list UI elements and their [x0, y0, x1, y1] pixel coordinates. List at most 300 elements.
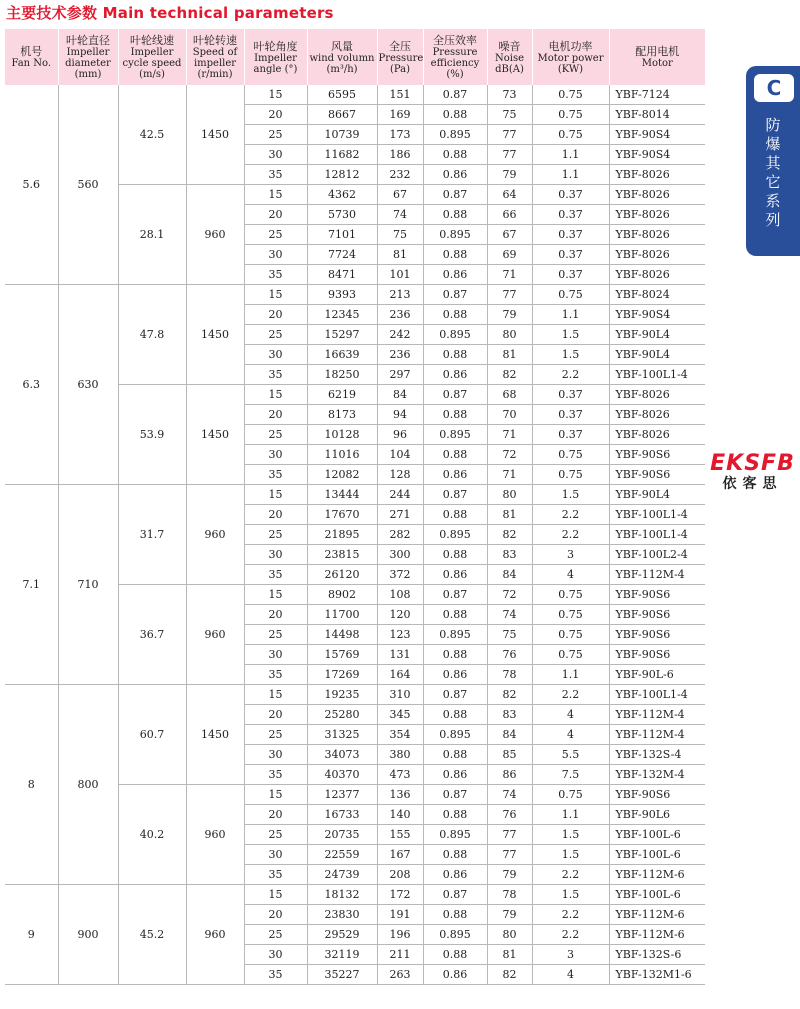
- cell-impeller-cycle-speed: 36.7: [118, 585, 186, 685]
- cell-noise: 75: [487, 625, 532, 645]
- cell-noise: 74: [487, 605, 532, 625]
- category-letter: C: [754, 74, 794, 102]
- cell-motor-power: 0.75: [532, 465, 609, 485]
- cell-pressure: 74: [377, 205, 423, 225]
- cell-impeller-angle: 15: [244, 785, 307, 805]
- cell-impeller-angle: 30: [244, 945, 307, 965]
- cell-noise: 84: [487, 565, 532, 585]
- cell-pressure: 151: [377, 85, 423, 105]
- cell-noise: 79: [487, 905, 532, 925]
- cell-wind-volume: 12377: [307, 785, 377, 805]
- cell-pressure-efficiency: 0.86: [423, 265, 487, 285]
- cell-pressure: 104: [377, 445, 423, 465]
- cell-pressure: 191: [377, 905, 423, 925]
- cell-pressure-efficiency: 0.86: [423, 465, 487, 485]
- cell-motor-power: 1.5: [532, 345, 609, 365]
- cell-motor: YBF-90S6: [609, 605, 705, 625]
- cell-motor-power: 4: [532, 965, 609, 985]
- cell-impeller-angle: 15: [244, 585, 307, 605]
- cell-noise: 80: [487, 485, 532, 505]
- cell-speed-of-impeller: 960: [186, 785, 244, 885]
- cell-motor-power: 1.1: [532, 305, 609, 325]
- header-noise: 噪音 Noise dB(A): [487, 29, 532, 85]
- cell-wind-volume: 10739: [307, 125, 377, 145]
- cell-noise: 80: [487, 325, 532, 345]
- cell-impeller-cycle-speed: 60.7: [118, 685, 186, 785]
- cell-impeller-angle: 20: [244, 205, 307, 225]
- cell-pressure-efficiency: 0.87: [423, 385, 487, 405]
- cell-noise: 72: [487, 445, 532, 465]
- cell-noise: 81: [487, 345, 532, 365]
- category-label-char: 系: [765, 192, 781, 210]
- cell-pressure: 213: [377, 285, 423, 305]
- cell-pressure: 131: [377, 645, 423, 665]
- cell-fan-no: 5.6: [5, 85, 58, 285]
- cell-noise: 75: [487, 105, 532, 125]
- cell-motor: YBF-100L1-4: [609, 525, 705, 545]
- cell-impeller-cycle-speed: 53.9: [118, 385, 186, 485]
- table-row: [5, 485, 705, 505]
- cell-impeller-angle: 20: [244, 105, 307, 125]
- cell-noise: 69: [487, 245, 532, 265]
- cell-impeller-diameter: 630: [58, 285, 118, 485]
- cell-wind-volume: 8902: [307, 585, 377, 605]
- cell-motor: YBF-100L1-4: [609, 505, 705, 525]
- cell-pressure: 310: [377, 685, 423, 705]
- cell-pressure: 354: [377, 725, 423, 745]
- cell-noise: 82: [487, 365, 532, 385]
- cell-motor-power: 0.37: [532, 205, 609, 225]
- cell-noise: 67: [487, 225, 532, 245]
- cell-pressure-efficiency: 0.87: [423, 785, 487, 805]
- cell-impeller-angle: 30: [244, 745, 307, 765]
- cell-noise: 73: [487, 85, 532, 105]
- cell-noise: 71: [487, 265, 532, 285]
- cell-noise: 82: [487, 525, 532, 545]
- cell-impeller-cycle-speed: 40.2: [118, 785, 186, 885]
- cell-impeller-angle: 20: [244, 805, 307, 825]
- cell-motor-power: 2.2: [532, 685, 609, 705]
- header-pressure: 全压 Pressure (Pa): [377, 29, 423, 85]
- header-fan-no: 机号 Fan No.: [5, 29, 58, 85]
- cell-speed-of-impeller: 1450: [186, 85, 244, 185]
- cell-wind-volume: 11016: [307, 445, 377, 465]
- cell-motor-power: 0.75: [532, 85, 609, 105]
- cell-wind-volume: 4362: [307, 185, 377, 205]
- cell-pressure-efficiency: 0.88: [423, 945, 487, 965]
- header-motor-power: 电机功率 Motor power (KW): [532, 29, 609, 85]
- cell-motor-power: 0.37: [532, 405, 609, 425]
- cell-motor-power: 2.2: [532, 365, 609, 385]
- cell-motor-power: 3: [532, 545, 609, 565]
- cell-motor: YBF-8026: [609, 165, 705, 185]
- cell-wind-volume: 35227: [307, 965, 377, 985]
- cell-fan-no: 6.3: [5, 285, 58, 485]
- header-impeller-angle: 叶轮角度 Impeller angle (°): [244, 29, 307, 85]
- cell-noise: 77: [487, 845, 532, 865]
- cell-motor-power: 4: [532, 725, 609, 745]
- cell-wind-volume: 11700: [307, 605, 377, 625]
- cell-impeller-angle: 35: [244, 865, 307, 885]
- cell-impeller-angle: 20: [244, 605, 307, 625]
- cell-motor-power: 0.37: [532, 225, 609, 245]
- cell-motor-power: 1.1: [532, 145, 609, 165]
- cell-noise: 72: [487, 585, 532, 605]
- cell-pressure: 196: [377, 925, 423, 945]
- cell-noise: 68: [487, 385, 532, 405]
- cell-wind-volume: 23830: [307, 905, 377, 925]
- cell-motor: YBF-112M-4: [609, 705, 705, 725]
- cell-motor: YBF-8026: [609, 425, 705, 445]
- cell-motor-power: 1.5: [532, 485, 609, 505]
- cell-noise: 76: [487, 805, 532, 825]
- cell-motor: YBF-90L-6: [609, 665, 705, 685]
- cell-motor-power: 4: [532, 565, 609, 585]
- cell-motor: YBF-90S6: [609, 645, 705, 665]
- cell-impeller-cycle-speed: 45.2: [118, 885, 186, 985]
- cell-motor: YBF-90S6: [609, 585, 705, 605]
- cell-wind-volume: 7101: [307, 225, 377, 245]
- cell-wind-volume: 19235: [307, 685, 377, 705]
- cell-impeller-angle: 15: [244, 185, 307, 205]
- cell-impeller-angle: 15: [244, 85, 307, 105]
- cell-impeller-angle: 25: [244, 625, 307, 645]
- cell-pressure: 345: [377, 705, 423, 725]
- cell-pressure-efficiency: 0.88: [423, 105, 487, 125]
- cell-pressure: 173: [377, 125, 423, 145]
- cell-wind-volume: 6219: [307, 385, 377, 405]
- category-side-tab[interactable]: [746, 66, 800, 256]
- cell-pressure-efficiency: 0.895: [423, 125, 487, 145]
- cell-impeller-angle: 30: [244, 345, 307, 365]
- cell-wind-volume: 8667: [307, 105, 377, 125]
- cell-pressure: 282: [377, 525, 423, 545]
- cell-pressure-efficiency: 0.87: [423, 685, 487, 705]
- cell-motor-power: 2.2: [532, 905, 609, 925]
- cell-pressure: 67: [377, 185, 423, 205]
- cell-noise: 66: [487, 205, 532, 225]
- cell-impeller-angle: 25: [244, 725, 307, 745]
- cell-motor-power: 0.75: [532, 605, 609, 625]
- cell-wind-volume: 25280: [307, 705, 377, 725]
- cell-wind-volume: 24739: [307, 865, 377, 885]
- cell-pressure: 75: [377, 225, 423, 245]
- cell-wind-volume: 23815: [307, 545, 377, 565]
- cell-noise: 82: [487, 965, 532, 985]
- cell-pressure: 232: [377, 165, 423, 185]
- brand-logo-chinese: 依客思: [722, 476, 783, 492]
- cell-noise: 71: [487, 425, 532, 445]
- cell-motor-power: 0.37: [532, 245, 609, 265]
- cell-pressure: 169: [377, 105, 423, 125]
- cell-motor-power: 0.75: [532, 105, 609, 125]
- category-label-char: 其: [765, 154, 781, 172]
- cell-motor: YBF-112M-4: [609, 725, 705, 745]
- table-row: [5, 285, 705, 305]
- cell-pressure: 242: [377, 325, 423, 345]
- header-pressure-efficiency: 全压效率 Pressure efficiency (%): [423, 29, 487, 85]
- cell-motor-power: 1.1: [532, 665, 609, 685]
- cell-pressure: 236: [377, 345, 423, 365]
- cell-pressure-efficiency: 0.88: [423, 605, 487, 625]
- cell-impeller-angle: 25: [244, 925, 307, 945]
- cell-motor: YBF-132S-4: [609, 745, 705, 765]
- cell-motor-power: 0.75: [532, 785, 609, 805]
- cell-pressure: 94: [377, 405, 423, 425]
- cell-motor: YBF-90L4: [609, 345, 705, 365]
- technical-parameters-table: [5, 29, 705, 985]
- header-speed-of-impeller: 叶轮转速 Speed of impeller (r/min): [186, 29, 244, 85]
- cell-impeller-cycle-speed: 31.7: [118, 485, 186, 585]
- cell-noise: 82: [487, 685, 532, 705]
- cell-pressure-efficiency: 0.86: [423, 365, 487, 385]
- cell-wind-volume: 21895: [307, 525, 377, 545]
- brand-logo-mark: EKSFB: [710, 451, 795, 476]
- cell-wind-volume: 26120: [307, 565, 377, 585]
- cell-impeller-angle: 35: [244, 465, 307, 485]
- cell-impeller-angle: 15: [244, 385, 307, 405]
- cell-pressure: 263: [377, 965, 423, 985]
- cell-noise: 64: [487, 185, 532, 205]
- cell-motor: YBF-8014: [609, 105, 705, 125]
- cell-speed-of-impeller: 1450: [186, 385, 244, 485]
- cell-motor: YBF-7124: [609, 85, 705, 105]
- cell-impeller-cycle-speed: 47.8: [118, 285, 186, 385]
- cell-pressure-efficiency: 0.895: [423, 925, 487, 945]
- cell-impeller-angle: 20: [244, 305, 307, 325]
- cell-pressure-efficiency: 0.86: [423, 565, 487, 585]
- cell-impeller-angle: 30: [244, 145, 307, 165]
- cell-motor-power: 0.75: [532, 445, 609, 465]
- cell-noise: 81: [487, 505, 532, 525]
- category-label-char: 列: [765, 211, 781, 229]
- cell-pressure: 164: [377, 665, 423, 685]
- cell-motor-power: 0.37: [532, 185, 609, 205]
- cell-impeller-angle: 15: [244, 685, 307, 705]
- cell-speed-of-impeller: 1450: [186, 285, 244, 385]
- header-wind-volume: 风量 wind volumn (m³/h): [307, 29, 377, 85]
- cell-wind-volume: 5730: [307, 205, 377, 225]
- cell-motor: YBF-132S-6: [609, 945, 705, 965]
- cell-pressure-efficiency: 0.88: [423, 905, 487, 925]
- cell-motor-power: 0.75: [532, 645, 609, 665]
- cell-motor: YBF-8026: [609, 265, 705, 285]
- cell-motor-power: 0.75: [532, 625, 609, 645]
- cell-pressure: 96: [377, 425, 423, 445]
- cell-motor-power: 7.5: [532, 765, 609, 785]
- cell-motor: YBF-90S6: [609, 445, 705, 465]
- cell-pressure: 244: [377, 485, 423, 505]
- cell-wind-volume: 22559: [307, 845, 377, 865]
- cell-noise: 76: [487, 645, 532, 665]
- table-row: [5, 85, 705, 105]
- cell-wind-volume: 15769: [307, 645, 377, 665]
- cell-motor-power: 1.5: [532, 325, 609, 345]
- cell-noise: 79: [487, 165, 532, 185]
- cell-motor: YBF-112M-6: [609, 925, 705, 945]
- cell-impeller-angle: 35: [244, 265, 307, 285]
- cell-motor-power: 2.2: [532, 865, 609, 885]
- cell-noise: 83: [487, 705, 532, 725]
- cell-impeller-angle: 15: [244, 285, 307, 305]
- cell-pressure-efficiency: 0.88: [423, 245, 487, 265]
- cell-impeller-angle: 30: [244, 645, 307, 665]
- cell-pressure-efficiency: 0.895: [423, 725, 487, 745]
- cell-impeller-angle: 25: [244, 525, 307, 545]
- cell-pressure-efficiency: 0.86: [423, 665, 487, 685]
- cell-impeller-angle: 15: [244, 885, 307, 905]
- cell-motor-power: 2.2: [532, 525, 609, 545]
- cell-wind-volume: 31325: [307, 725, 377, 745]
- cell-pressure: 167: [377, 845, 423, 865]
- cell-impeller-angle: 20: [244, 405, 307, 425]
- cell-wind-volume: 13444: [307, 485, 377, 505]
- cell-motor: YBF-8026: [609, 225, 705, 245]
- cell-impeller-angle: 25: [244, 825, 307, 845]
- table-row: [5, 685, 705, 705]
- cell-wind-volume: 12345: [307, 305, 377, 325]
- cell-pressure: 211: [377, 945, 423, 965]
- cell-wind-volume: 6595: [307, 85, 377, 105]
- cell-motor-power: 0.37: [532, 385, 609, 405]
- cell-pressure-efficiency: 0.88: [423, 145, 487, 165]
- cell-impeller-angle: 25: [244, 125, 307, 145]
- cell-wind-volume: 34073: [307, 745, 377, 765]
- cell-pressure-efficiency: 0.88: [423, 505, 487, 525]
- cell-motor: YBF-112M-6: [609, 905, 705, 925]
- cell-motor: YBF-8026: [609, 205, 705, 225]
- cell-noise: 81: [487, 945, 532, 965]
- cell-wind-volume: 15297: [307, 325, 377, 345]
- cell-motor-power: 5.5: [532, 745, 609, 765]
- cell-motor: YBF-8026: [609, 385, 705, 405]
- cell-pressure-efficiency: 0.88: [423, 705, 487, 725]
- cell-pressure: 136: [377, 785, 423, 805]
- cell-noise: 83: [487, 545, 532, 565]
- cell-noise: 70: [487, 405, 532, 425]
- cell-impeller-angle: 35: [244, 365, 307, 385]
- cell-motor: YBF-8024: [609, 285, 705, 305]
- cell-pressure-efficiency: 0.87: [423, 485, 487, 505]
- cell-wind-volume: 40370: [307, 765, 377, 785]
- cell-pressure: 155: [377, 825, 423, 845]
- cell-motor: YBF-90S6: [609, 785, 705, 805]
- cell-wind-volume: 16733: [307, 805, 377, 825]
- cell-motor: YBF-100L-6: [609, 885, 705, 905]
- cell-impeller-diameter: 800: [58, 685, 118, 885]
- cell-pressure: 300: [377, 545, 423, 565]
- cell-motor: YBF-8026: [609, 185, 705, 205]
- cell-pressure-efficiency: 0.88: [423, 645, 487, 665]
- cell-pressure-efficiency: 0.86: [423, 165, 487, 185]
- cell-motor: YBF-90L6: [609, 805, 705, 825]
- cell-pressure: 101: [377, 265, 423, 285]
- cell-pressure-efficiency: 0.87: [423, 585, 487, 605]
- cell-speed-of-impeller: 960: [186, 485, 244, 585]
- cell-wind-volume: 8471: [307, 265, 377, 285]
- cell-motor: YBF-8026: [609, 245, 705, 265]
- cell-motor-power: 1.5: [532, 845, 609, 865]
- cell-impeller-angle: 35: [244, 165, 307, 185]
- cell-motor-power: 0.37: [532, 425, 609, 445]
- cell-wind-volume: 9393: [307, 285, 377, 305]
- cell-impeller-angle: 35: [244, 965, 307, 985]
- cell-pressure: 208: [377, 865, 423, 885]
- cell-motor-power: 2.2: [532, 925, 609, 945]
- cell-pressure: 186: [377, 145, 423, 165]
- cell-motor-power: 3: [532, 945, 609, 965]
- cell-speed-of-impeller: 960: [186, 585, 244, 685]
- cell-impeller-angle: 30: [244, 845, 307, 865]
- cell-wind-volume: 18132: [307, 885, 377, 905]
- cell-motor: YBF-90S4: [609, 145, 705, 165]
- cell-wind-volume: 10128: [307, 425, 377, 445]
- cell-motor: YBF-100L2-4: [609, 545, 705, 565]
- cell-fan-no: 9: [5, 885, 58, 985]
- cell-impeller-angle: 25: [244, 425, 307, 445]
- cell-pressure-efficiency: 0.86: [423, 865, 487, 885]
- cell-motor: YBF-100L1-4: [609, 365, 705, 385]
- cell-wind-volume: 20735: [307, 825, 377, 845]
- cell-impeller-diameter: 710: [58, 485, 118, 685]
- cell-pressure-efficiency: 0.895: [423, 425, 487, 445]
- cell-pressure: 297: [377, 365, 423, 385]
- cell-wind-volume: 8173: [307, 405, 377, 425]
- table-header-row: [5, 29, 705, 85]
- cell-pressure: 140: [377, 805, 423, 825]
- cell-pressure-efficiency: 0.895: [423, 525, 487, 545]
- cell-pressure: 473: [377, 765, 423, 785]
- cell-motor: YBF-90L4: [609, 485, 705, 505]
- cell-motor: YBF-112M-4: [609, 565, 705, 585]
- cell-pressure: 81: [377, 245, 423, 265]
- cell-noise: 78: [487, 885, 532, 905]
- cell-wind-volume: 29529: [307, 925, 377, 945]
- cell-impeller-angle: 20: [244, 705, 307, 725]
- cell-wind-volume: 17670: [307, 505, 377, 525]
- brand-logo: [707, 452, 798, 492]
- header-impeller-diameter: 叶轮直径 Impeller diameter (mm): [58, 29, 118, 85]
- cell-pressure-efficiency: 0.88: [423, 745, 487, 765]
- cell-noise: 77: [487, 825, 532, 845]
- cell-pressure-efficiency: 0.88: [423, 805, 487, 825]
- cell-motor-power: 0.75: [532, 585, 609, 605]
- cell-motor-power: 0.37: [532, 265, 609, 285]
- cell-impeller-angle: 30: [244, 545, 307, 565]
- cell-impeller-diameter: 900: [58, 885, 118, 985]
- cell-motor-power: 1.1: [532, 165, 609, 185]
- category-label-char: 爆: [765, 135, 781, 153]
- cell-impeller-angle: 20: [244, 905, 307, 925]
- cell-motor: YBF-90S4: [609, 305, 705, 325]
- cell-pressure-efficiency: 0.86: [423, 765, 487, 785]
- cell-pressure-efficiency: 0.895: [423, 325, 487, 345]
- category-label-char: 它: [765, 173, 781, 191]
- cell-pressure: 123: [377, 625, 423, 645]
- cell-motor: YBF-132M1-6: [609, 965, 705, 985]
- cell-impeller-diameter: 560: [58, 85, 118, 285]
- cell-motor: YBF-8026: [609, 405, 705, 425]
- cell-noise: 77: [487, 145, 532, 165]
- cell-wind-volume: 14498: [307, 625, 377, 645]
- table-body: [5, 85, 705, 985]
- cell-fan-no: 7.1: [5, 485, 58, 685]
- cell-motor-power: 0.75: [532, 285, 609, 305]
- cell-pressure: 84: [377, 385, 423, 405]
- cell-speed-of-impeller: 960: [186, 185, 244, 285]
- cell-pressure-efficiency: 0.87: [423, 885, 487, 905]
- cell-pressure-efficiency: 0.88: [423, 205, 487, 225]
